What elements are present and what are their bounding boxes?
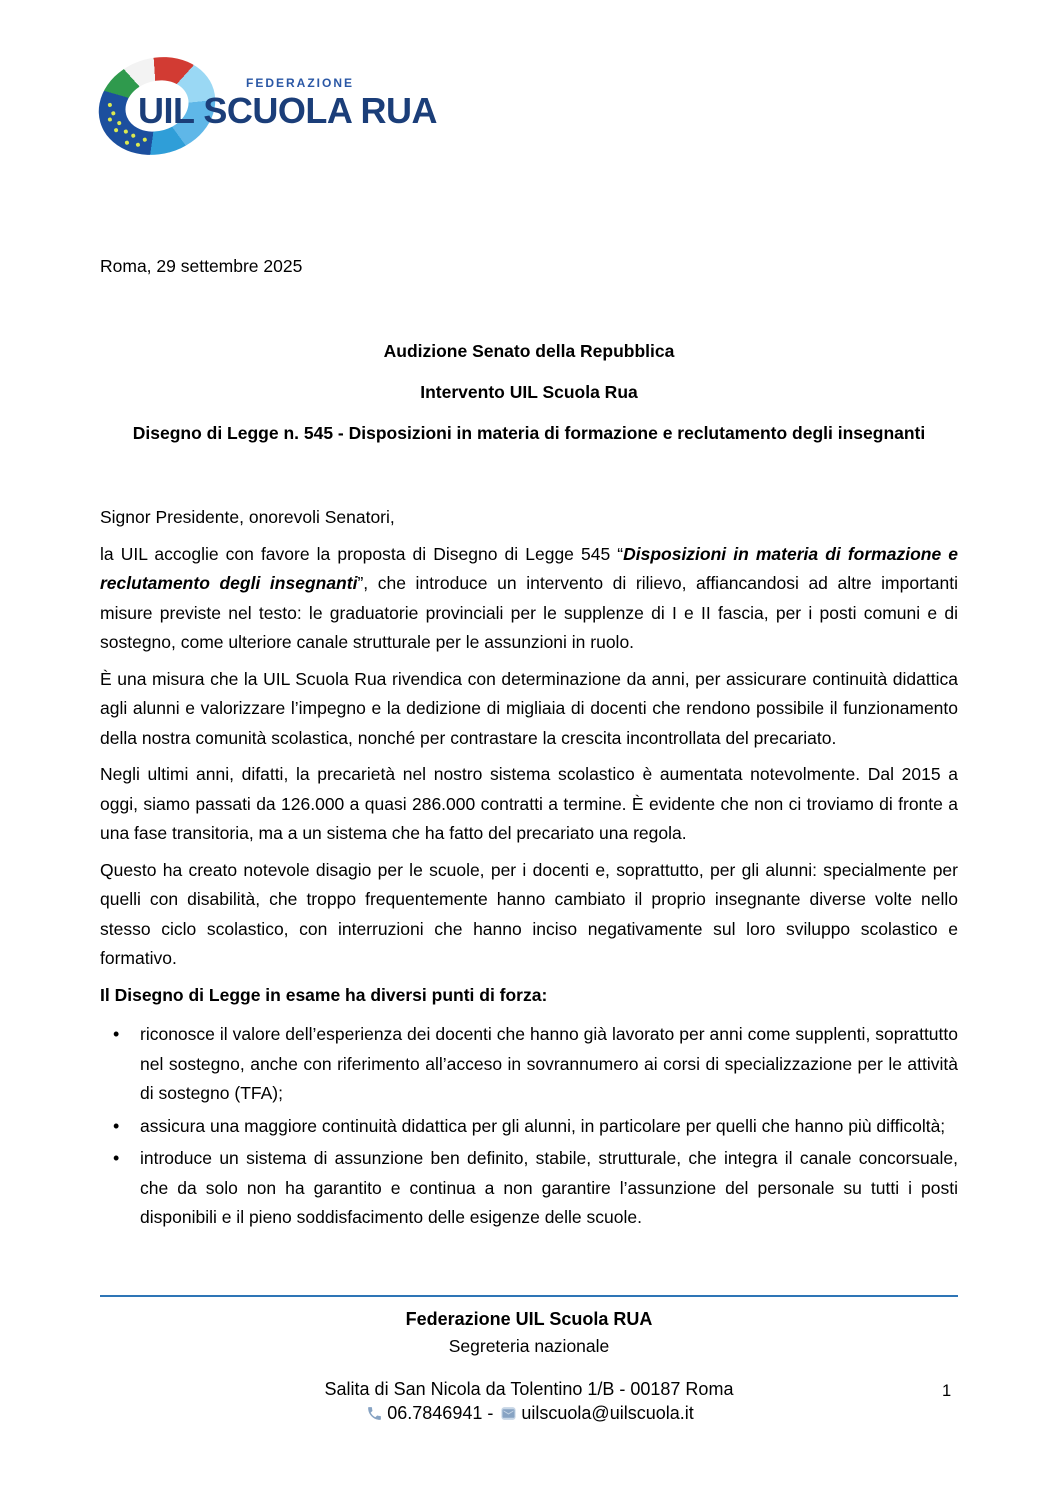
doc-title-2: Intervento UIL Scuola Rua [420,381,638,402]
intro-suffix: ”, che introduce un intervento di rilievo, affiancandosi ad altre importanti misure previste nel testo: le graduatorie provinciali per le supplenze di I e II fascia, per i posti comuni e di sostegno, come ulteriore canale strutturale per le assunzioni in ruolo. [100,573,958,652]
logo-federation-label: FEDERAZIONE [246,76,355,90]
paragraph-disagio: Questo ha creato notevole disagio per le scuole, per i docenti e, soprattutto, per gli alunni: specialmente per quelli con disabilità, che troppo frequentemente hanno cambiato il proprio insegnante diverse volte nello stesso ciclo scolastico, con interruzioni che hanno inciso negativamente sul loro sviluppo scolastico e formativo. [100,859,958,968]
document-body [100,252,958,1236]
bullet-text: assicura una maggiore continuità didattica per gli alunni, in particolare per quelli che hanno più difficoltà; [140,1115,946,1136]
paragraph-precarieta: Negli ultimi anni, difatti, la precarietà nel nostro sistema scolastico è aumentata notevolmente. Dal 2015 a oggi, siamo passati da 126.000 a quasi 286.000 contratti a termine. È evidente che non ci troviamo di fronte a una fase transitoria, ma a un sistema che ha fatto del precariato una regola. [100,764,958,843]
intro-prefix: la UIL accoglie con favore la proposta di Disegno di Legge 545 “ [100,543,624,564]
strengths-list [100,1020,958,1233]
mail-icon [500,1404,517,1428]
footer-org-name: Federazione UIL Scuola RUA [405,1309,653,1329]
list-item [100,1144,958,1233]
phone-icon [366,1404,383,1428]
doc-title-3: Disegno di Legge n. 545 - Disposizioni in materia di formazione e reclutamento degli insegnanti [132,422,926,443]
bullet-text: introduce un sistema di assunzione ben definito, stabile, strutturale, che integra il canale concorsuale, che da solo non ha garantito e continua a non garantire l’assunzione del personale su tutti i posti disponibili e il pieno soddisfacimento delle esigenze delle scuole. [140,1148,958,1227]
strengths-heading: Il Disegno di Legge in esame ha diversi punti di forza: [100,984,548,1005]
footer [100,1306,958,1428]
date-line: Roma, 29 settembre 2025 [100,256,303,276]
footer-contact [100,1401,958,1428]
footer-email: uilscuola@uilscuola.it [521,1403,694,1423]
paragraph-misura: È una misura che la UIL Scuola Rua rivendica con determinazione da anni, per assicurare continuità didattica agli alunni e valorizzare l’impegno e la dedizione di migliaia di docenti che rendono possibile il funzionamento della nostra comunità scolastica, nonché per contrastare la crescita incontrollata del precariato. [100,668,958,748]
footer-separator: - [487,1403,494,1423]
salutation: Signor Presidente, onorevoli Senatori, [100,507,395,527]
intro-paragraph [100,540,958,658]
logo-brand-text: UIL SCUOLA RUA [138,90,437,131]
intro-emphasis: Disposizioni in materia di formazione e reclutamento degli insegnanti [100,543,958,593]
bullet-text: riconosce il valore dell’esperienza dei docenti che hanno già lavorato per anni come supplenti, soprattutto nel sostegno, anche con riferimento all’acceso in sovrannumero ai corsi di specializzazione per le attività di sostegno (TFA); [140,1024,958,1103]
footer-address: Salita di San Nicola da Tolentino 1/B - 00187 Roma [324,1379,734,1399]
footer-divider [100,1295,958,1297]
doc-title-1: Audizione Senato della Repubblica [383,340,675,361]
title-block [100,341,958,444]
footer-phone: 06.7846941 [387,1403,483,1423]
footer-unit: Segreteria nazionale [448,1336,610,1356]
page-number: 1 [942,1382,952,1400]
list-item [100,1020,958,1109]
logo [98,56,458,166]
list-item [100,1112,958,1142]
